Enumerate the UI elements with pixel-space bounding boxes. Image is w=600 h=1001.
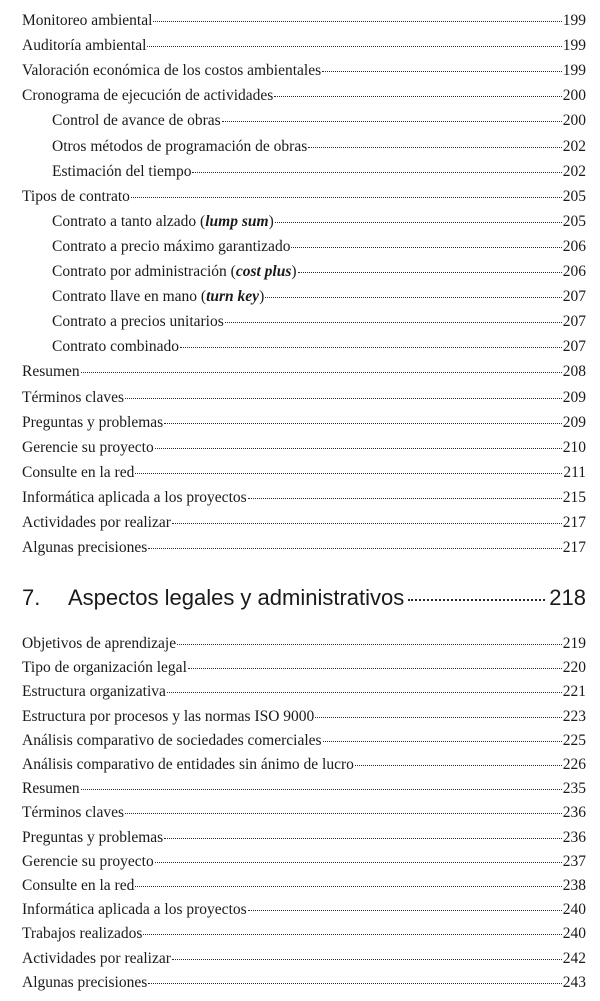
toc-page-number: 219 — [562, 635, 586, 652]
toc-entry[interactable] — [52, 336, 586, 358]
toc-page-number: 211 — [563, 463, 586, 481]
toc-page-number: 225 — [562, 731, 586, 749]
toc-entry-label: Gerencie su proyecto — [22, 438, 154, 456]
toc-page-number: 209 — [562, 413, 586, 431]
toc-entry[interactable] — [22, 186, 586, 208]
dot-leader — [188, 668, 562, 669]
toc-entry-label: Tipo de organización legal — [22, 659, 187, 677]
dot-leader — [355, 765, 562, 766]
toc-entry-label: Estimación del tiempo — [52, 162, 192, 180]
dot-leader — [291, 247, 561, 248]
dot-leader — [315, 717, 561, 718]
toc-page-number: 220 — [562, 659, 586, 677]
dot-leader — [222, 121, 562, 122]
toc-entry[interactable] — [52, 236, 586, 258]
dot-leader — [155, 862, 562, 863]
toc-page-number: 217 — [562, 514, 586, 531]
chapter-page-number: 218 — [549, 585, 586, 610]
toc-entry[interactable] — [22, 730, 586, 752]
toc-page-number: 199 — [562, 62, 586, 80]
dot-leader — [308, 147, 561, 148]
toc-entry-label: Cronograma de ejecución de actividades — [22, 87, 274, 105]
toc-entry-label: Objetivos de aprendizaje — [22, 635, 177, 652]
toc-entry[interactable] — [22, 778, 586, 800]
toc-entry-label: Contrato a tanto alzado (lump sum) — [52, 212, 274, 230]
toc-entry[interactable] — [22, 754, 586, 776]
toc-entry[interactable] — [52, 161, 586, 183]
toc-entry-label: Preguntas y problemas — [22, 828, 164, 846]
toc-page-number: 217 — [562, 539, 586, 557]
toc-entry-label: Contrato a precios unitarios — [52, 313, 224, 331]
toc-entry[interactable] — [22, 706, 586, 728]
toc-entry[interactable] — [22, 512, 586, 534]
toc-page-number: 210 — [562, 438, 586, 456]
toc-entry[interactable] — [22, 875, 586, 897]
toc-page-number: 237 — [562, 852, 586, 870]
dot-leader — [274, 96, 561, 97]
toc-page-number: 207 — [562, 313, 586, 331]
toc-entry-label: Algunas precisiones — [22, 539, 148, 557]
dot-leader — [248, 910, 562, 911]
toc-entry[interactable] — [22, 10, 586, 32]
toc-entry[interactable] — [22, 923, 586, 945]
toc-entry-label: Informática aplicada a los proyectos — [22, 901, 247, 919]
toc-entry[interactable] — [52, 211, 586, 233]
toc-entry-label: Trabajos realizados — [22, 925, 143, 943]
toc-entry-label: Consulte en la red — [22, 877, 135, 894]
toc-page-number: 200 — [562, 87, 586, 105]
toc-page-number: 202 — [562, 137, 586, 155]
toc-entry[interactable] — [52, 261, 586, 283]
dot-leader — [408, 599, 545, 601]
toc-entry[interactable] — [22, 387, 586, 409]
toc-entry-label: Preguntas y problemas — [22, 413, 164, 431]
dot-leader — [81, 372, 562, 373]
toc-page-number: 226 — [562, 756, 586, 773]
dot-leader — [125, 398, 562, 399]
toc-entry[interactable] — [52, 286, 586, 308]
dot-leader — [135, 886, 561, 887]
toc-entry[interactable] — [22, 487, 586, 509]
dot-leader — [248, 498, 562, 499]
toc-page-number: 240 — [562, 901, 586, 919]
toc-entry-label: Análisis comparativo de entidades sin ánimo de lucro — [22, 756, 354, 773]
toc-entry-label: Estructura organizativa — [22, 683, 166, 701]
dot-leader — [323, 741, 562, 742]
toc-entry-label: Actividades por realizar — [22, 514, 171, 531]
toc-entry[interactable] — [22, 437, 586, 459]
toc-page-number: 235 — [562, 780, 586, 798]
toc-entry[interactable] — [22, 681, 586, 703]
toc-page-number: 242 — [562, 949, 586, 967]
toc-entry-label: Tipos de contrato — [22, 187, 130, 205]
toc-page-number: 236 — [562, 804, 586, 822]
dot-leader — [147, 46, 561, 47]
dot-leader — [177, 644, 562, 645]
toc-page-number: 207 — [562, 288, 586, 306]
toc-page-number: 208 — [562, 363, 586, 381]
toc-page-number: 223 — [562, 707, 586, 725]
toc-entry[interactable] — [22, 60, 586, 82]
dot-leader — [143, 934, 561, 935]
toc-page-number: 236 — [562, 828, 586, 846]
toc-entry-label: Estructura por procesos y las normas ISO 9000 — [22, 707, 315, 725]
toc-entry-label: Actividades por realizar — [22, 949, 171, 967]
toc-page-number: 209 — [562, 388, 586, 406]
dot-leader — [164, 423, 562, 424]
toc-entry-label: Términos claves — [22, 388, 125, 406]
toc-page-number: 238 — [562, 877, 586, 894]
dot-leader — [148, 983, 561, 984]
chapter-heading[interactable] — [22, 583, 586, 613]
dot-leader — [298, 272, 562, 273]
toc-entry-label: Gerencie su proyecto — [22, 852, 154, 870]
toc-entry[interactable] — [22, 802, 586, 824]
toc-entry[interactable] — [22, 537, 586, 559]
toc-entry-label: Otros métodos de programación de obras — [52, 137, 308, 155]
toc-entry[interactable] — [22, 948, 586, 970]
dot-leader — [164, 838, 562, 839]
toc-entry[interactable] — [22, 851, 586, 873]
chapter-number: 7. — [22, 585, 41, 610]
toc-page-number: 205 — [562, 212, 586, 230]
dot-leader — [225, 322, 562, 323]
toc-entry-label: Resumen — [22, 363, 80, 381]
chapter-title: Aspectos legales y administrativos — [68, 585, 405, 610]
dot-leader — [322, 71, 562, 72]
toc-entry-label: Términos claves — [22, 804, 125, 822]
toc-entry[interactable] — [22, 657, 586, 679]
toc-page-number: 221 — [562, 683, 586, 701]
toc-entry[interactable] — [22, 827, 586, 849]
toc-entry-label: Contrato por administración (cost plus) — [52, 263, 297, 280]
toc-entry-label: Consulte en la red — [22, 463, 135, 481]
toc-page-number: 243 — [562, 973, 586, 991]
toc-page-number: 199 — [562, 37, 586, 55]
dot-leader — [125, 813, 562, 814]
toc-page-number: 200 — [562, 112, 586, 130]
dot-leader — [265, 297, 562, 298]
toc-entry[interactable] — [22, 35, 586, 57]
toc-entry-label: Resumen — [22, 780, 80, 798]
toc-page-number: 215 — [562, 488, 586, 506]
toc-page-number: 206 — [562, 237, 586, 255]
toc-page-number: 240 — [562, 925, 586, 943]
toc-entry[interactable] — [22, 462, 586, 484]
toc-entry-label: Auditoría ambiental — [22, 37, 147, 55]
toc-entry-label: Algunas precisiones — [22, 973, 148, 991]
toc-entry[interactable] — [22, 361, 586, 383]
toc-entry[interactable] — [22, 412, 586, 434]
toc-page-number: 206 — [562, 263, 586, 280]
toc-entry-label: Informática aplicada a los proyectos — [22, 488, 247, 506]
toc-page-number: 202 — [562, 162, 586, 180]
dot-leader — [81, 789, 562, 790]
toc-entry-label: Análisis comparativo de sociedades comerciales — [22, 731, 322, 749]
dot-leader — [172, 959, 562, 960]
toc-entry[interactable] — [22, 899, 586, 921]
toc-entry-label: Contrato a precio máximo garantizado — [52, 237, 291, 255]
dot-leader — [172, 523, 562, 524]
dot-leader — [153, 21, 561, 22]
toc-entry[interactable] — [52, 136, 586, 158]
toc-page-number: 205 — [562, 187, 586, 205]
dot-leader — [180, 347, 562, 348]
dot-leader — [192, 172, 561, 173]
dot-leader — [148, 548, 561, 549]
toc-entry[interactable] — [22, 85, 586, 107]
toc-entry-label: Control de avance de obras — [52, 112, 221, 130]
toc-page-number: 207 — [562, 338, 586, 356]
toc-entry-label: Valoración económica de los costos ambientales — [22, 62, 322, 80]
toc-entry[interactable] — [52, 311, 586, 333]
toc-entry[interactable] — [22, 972, 586, 994]
toc-entry-label: Contrato llave en mano (turn key) — [52, 288, 265, 306]
dot-leader — [167, 692, 562, 693]
dot-leader — [135, 473, 562, 474]
dot-leader — [131, 197, 562, 198]
dot-leader — [155, 448, 562, 449]
toc-entry[interactable] — [52, 110, 586, 132]
toc-page-number: 199 — [562, 12, 586, 29]
toc-entry-label: Monitoreo ambiental — [22, 12, 153, 29]
dot-leader — [275, 222, 562, 223]
toc-entry[interactable] — [22, 633, 586, 655]
toc-entry-label: Contrato combinado — [52, 338, 179, 356]
